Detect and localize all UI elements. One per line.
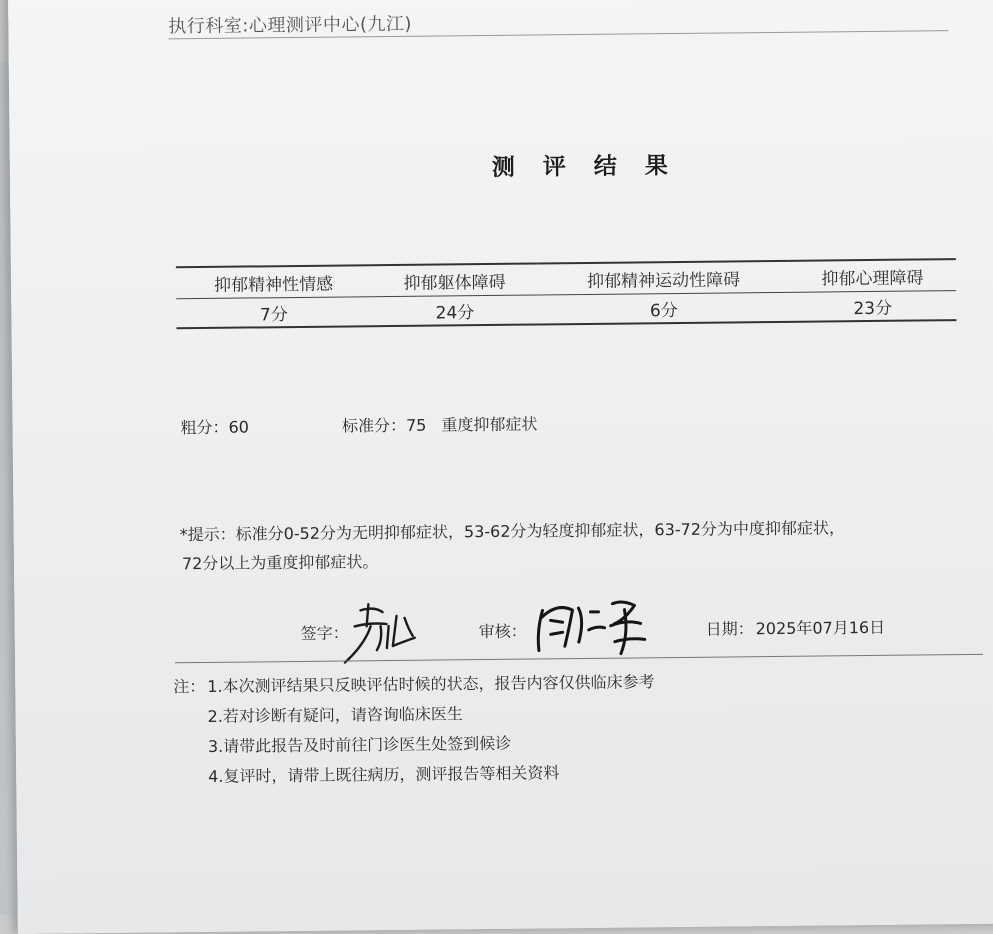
column-header: 抑郁心理障碍 [789,259,956,292]
signer-signature [330,596,431,667]
report-paper [8,0,993,934]
tip-line-2: 72分以上为重度抑郁症状。 [181,552,379,574]
date-value: 2025年07月16日 [755,617,886,639]
tip-note [180,512,971,578]
severity-text: 重度抑郁症状 [441,414,538,435]
raw-score-value: 60 [228,417,250,437]
notes-list [173,667,656,792]
note-item: 2.若对诊断有疑问，请咨询临床医生 [207,704,463,726]
score-cell: 24分 [371,295,538,326]
tip-line-1: *提示：标准分0-52分为无明抑郁症状，53-62分为轻度抑郁症状，63-72分为中度抑郁症状， [179,518,846,545]
raw-score-label: 粗分： [180,417,229,438]
review-label: 审核： [478,621,527,642]
score-cell: 23分 [789,291,956,322]
notes-section [173,667,656,792]
standard-score-label: 标准分： [341,415,407,436]
score-cell: 7分 [176,297,371,329]
column-header: 抑郁躯体障碍 [371,263,538,296]
report-title: 测 评 结 果 [491,152,679,181]
department-header: 执行科室:心理测评中心(九江) [168,13,413,38]
reviewer-signature [528,589,659,664]
note-item: 4.复评时，请带上既往病历，测评报告等相关资料 [208,763,560,786]
score-cell: 6分 [538,292,789,324]
note-item: 3.请带此报告及时前往门诊医生处签到候诊 [207,733,512,756]
standard-score-value: 75 [405,415,427,435]
notes-prefix: 注： [173,676,206,697]
signature-row [301,608,942,675]
note-item: 1.本次测评结果只反映评估时候的状态，报告内容仅供临床参考 [207,672,655,696]
score-table [176,258,957,329]
column-header: 抑郁精神性情感 [176,265,371,299]
sign-label: 签字： [300,623,349,643]
date-label: 日期： [705,619,754,639]
column-header: 抑郁精神运动性障碍 [538,261,789,295]
score-summary [180,411,537,438]
